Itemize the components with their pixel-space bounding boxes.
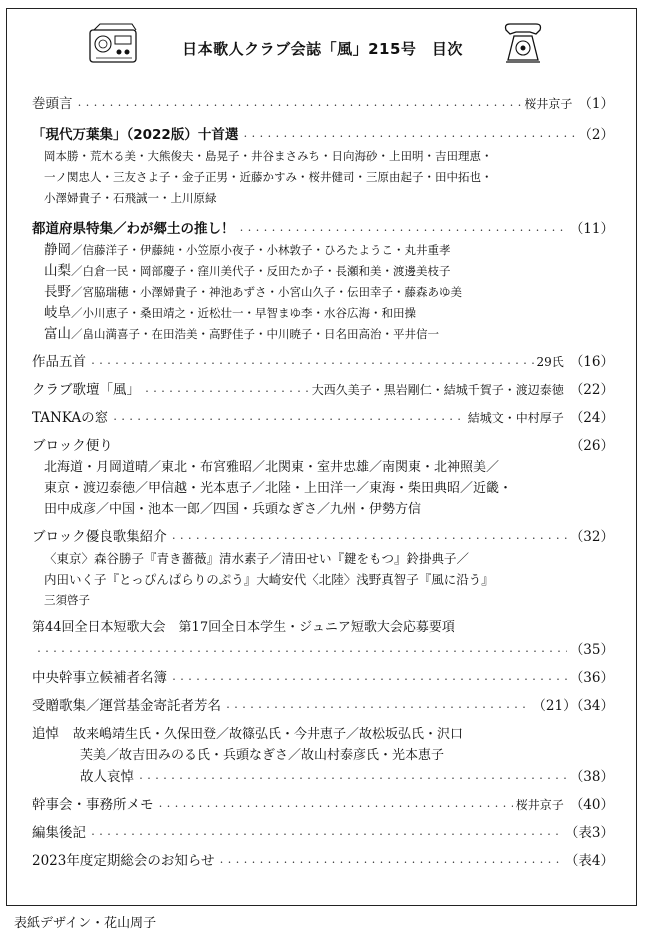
entry-author: 29氏	[536, 355, 564, 369]
entry-page: （11）	[569, 221, 614, 237]
toc-entry-todofuken[interactable]	[32, 218, 614, 240]
entry-page: （26）	[569, 438, 614, 454]
entry-authors-line: 東京・渡辺泰徳／甲信越・光本恵子／北陸・上田洋一／東海・柴田典昭／近畿・	[44, 481, 513, 496]
entry-page: （36）	[569, 670, 614, 686]
leader-dots	[76, 93, 522, 117]
toc-entry-sakuhin[interactable]	[32, 351, 614, 373]
entry-authors-line: 三須啓子	[44, 593, 90, 607]
entry-title: ブロック優良歌集紹介	[32, 529, 167, 545]
prefecture-authors: ／宮脇瑞穂・小澤婦貴子・神池あずさ・小宮山久子・伝田幸子・藤森あゆ美	[71, 285, 462, 299]
entry-authors-line: 小澤婦貴子・石飛誠一・上川原緑	[44, 191, 217, 205]
toc-entry-taikai[interactable]	[32, 617, 614, 639]
prefecture-row	[32, 282, 614, 303]
entry-title: 巻頭言	[32, 96, 73, 112]
entry-title: 中央幹事立候補者名簿	[32, 670, 167, 686]
leader-dots	[157, 794, 513, 818]
leader-dots	[170, 667, 567, 691]
entry-title: 幹事会・事務所メモ	[32, 797, 154, 813]
prefecture-name: 富山	[44, 326, 71, 342]
prefecture-row	[32, 261, 614, 282]
page-title: 日本歌人クラブ会誌「風」215号 目次	[182, 40, 463, 58]
entry-title: 2023年度定期総会のお知らせ	[32, 853, 215, 869]
toc-entry-gendai[interactable]	[32, 124, 614, 146]
prefecture-authors: ／畠山満喜子・在田浩美・高野佳子・中川暁子・日名田高治・平井信一	[71, 327, 439, 341]
prefecture-row	[32, 324, 614, 345]
toc-entry-taikai-page	[32, 639, 614, 661]
entry-page: （21）（34）	[532, 698, 614, 714]
entry-page: （表3）	[564, 825, 614, 841]
prefecture-name: 長野	[44, 284, 71, 300]
toc-entry-kanjikai[interactable]	[32, 794, 614, 816]
prefecture-name: 岐阜	[44, 305, 71, 321]
entry-authors-line: 岡本勝・荒木る美・大熊俊夫・島晃子・井谷まさみち・日向海砂・上田明・吉田理恵・	[44, 149, 493, 163]
entry-authors-line: 一ノ関忠人・三友さよ子・金子正男・近藤かすみ・桜井健司・三原由起子・田中拓也・	[44, 170, 493, 184]
prefecture-row	[32, 240, 614, 261]
entry-title: ブロック便り	[32, 438, 113, 454]
entry-page: （35）	[569, 642, 614, 658]
entry-page: （24）	[569, 410, 614, 426]
entry-page: （22）	[569, 382, 614, 398]
leader-dots	[89, 822, 562, 846]
prefecture-authors: ／小川恵子・桑田靖之・近松壮一・早智まゆ李・水谷広海・和田操	[71, 306, 416, 320]
leader-dots	[170, 526, 567, 550]
table-of-contents	[32, 93, 614, 872]
entry-authors-line: 田中成彦／中国・池本一郎／四国・兵頭なぎさ／九州・伊勢方信	[44, 502, 422, 517]
entry-authors-line: 内田いく子『とっぴんぱらりのぷう』大崎安代〈北陸〉浅野真智子『風に沿う』	[44, 572, 494, 587]
entry-title: 第44回全日本短歌大会 第17回全日本学生・ジュニア短歌大会応募要項	[32, 620, 455, 635]
entry-page: （16）	[569, 354, 614, 370]
entry-author: 大西久美子・黒岩剛仁・結城千賀子・渡辺泰徳	[311, 383, 564, 397]
entry-author: 結城文・中村厚子	[467, 411, 564, 425]
entry-author: 桜井京子	[515, 798, 564, 812]
toc-entry-tanka[interactable]	[32, 407, 614, 429]
leader-dots	[89, 351, 534, 375]
toc-entry-tsuito-last	[32, 766, 614, 788]
leader-dots	[137, 766, 567, 790]
leader-dots	[238, 218, 567, 242]
entry-title: 受贈歌集／運営基金寄託者芳名	[32, 698, 221, 714]
toc-entry-kashu[interactable]	[32, 526, 614, 548]
entry-title: 作品五首	[32, 354, 86, 370]
entry-title: 追悼	[32, 726, 59, 742]
entry-title: 「現代万葉集」（2022版）十首選	[32, 127, 239, 143]
toc-entry-kantogen[interactable]	[32, 93, 614, 115]
entry-title: 編集後記	[32, 825, 86, 841]
entry-page: （2）	[578, 127, 614, 143]
entry-page: （38）	[569, 769, 614, 785]
toc-entry-sokai[interactable]	[32, 850, 614, 872]
entry-title: クラブ歌壇「風」	[32, 382, 140, 398]
entry-authors-line: 北海道・月岡道晴／東北・布宮雅昭／北関東・室井忠雄／南関東・北神照美／	[44, 460, 500, 475]
toc-entry-tsuito[interactable]	[32, 723, 614, 745]
toc-entry-henshu[interactable]	[32, 822, 614, 844]
leader-dots	[224, 695, 529, 719]
telephone-illustration	[500, 20, 546, 68]
prefecture-authors: ／白倉一民・岡部慶子・窪川美代子・反田たか子・長瀬和美・渡邊美枝子	[71, 264, 451, 278]
entry-page: （40）	[569, 797, 614, 813]
leader-dots	[111, 407, 465, 431]
entry-page: （1）	[578, 96, 614, 112]
entry-authors-line: 故人哀悼	[80, 769, 134, 785]
prefecture-row	[32, 303, 614, 324]
entry-page: （表4）	[564, 853, 614, 869]
entry-author: 桜井京子	[524, 97, 573, 111]
prefecture-authors: ／信藤洋子・伊藤純・小笠原小夜子・小林敦子・ひろたようこ・丸井重孝	[71, 243, 451, 257]
leader-dots	[217, 850, 561, 874]
entry-authors-line: 芙美／故吉田みのる氏・兵頭なぎさ／故山村泰彦氏・光本恵子	[80, 748, 445, 763]
design-credit: 表紙デザイン・花山周子	[14, 916, 157, 931]
entry-title: 都道府県特集／わが郷土の推し！	[32, 221, 235, 237]
toc-entry-kadan[interactable]	[32, 379, 614, 401]
prefecture-name: 山梨	[44, 263, 71, 279]
entry-page: （32）	[569, 529, 614, 545]
entry-authors-line: 〈東京〉森谷勝子『青き薔薇』清水素子／清田せい『鍵をもつ』鈴掛典子／	[44, 551, 470, 566]
leader-dots	[241, 124, 575, 148]
toc-entry-jusho[interactable]	[32, 695, 614, 717]
leader-dots	[35, 639, 567, 663]
toc-entry-block[interactable]	[32, 435, 614, 457]
entry-title: TANKAの窓	[32, 410, 109, 426]
leader-dots	[143, 379, 309, 403]
entry-authors-line: 故来嶋靖生氏・久保田登／故篠弘氏・今井恵子／故松坂弘氏・沢口	[73, 727, 464, 742]
prefecture-name: 静岡	[44, 242, 71, 258]
toc-entry-kanji[interactable]	[32, 667, 614, 689]
